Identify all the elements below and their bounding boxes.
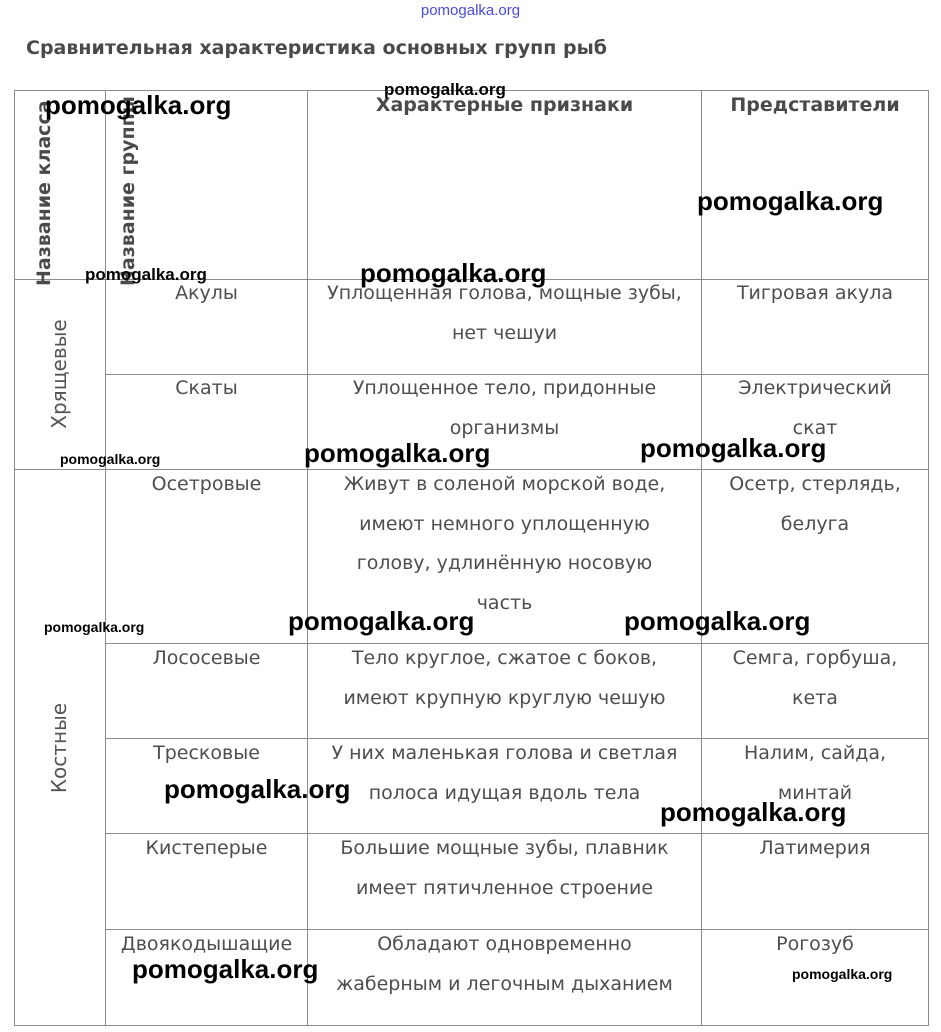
watermark: pomogalka.org [384, 80, 506, 99]
features-cell: Уплощенное тело, придонные организмы [352, 377, 657, 439]
group-name-cell: Тресковые [153, 742, 260, 764]
header-group-name: Название группы [117, 96, 139, 286]
representatives-cell: Осетр, стерлядь, белуга [729, 473, 901, 535]
watermark: pomogalka.org [44, 619, 145, 635]
watermark: pomogalka.org [85, 265, 207, 284]
watermark: pomogalka.org [164, 774, 351, 804]
watermark: pomogalka.org [640, 433, 827, 463]
top-watermark: pomogalka.org [420, 2, 521, 19]
watermark: pomogalka.org [132, 954, 319, 984]
representatives-cell: Тигровая акула [736, 282, 894, 304]
features-cell: Живут в соленой морской воде, имеют немного уплощенную голову, удлинённую носовую часть [343, 473, 666, 614]
features-cell: Тело круглое, сжатое с боков, имеют крупную круглую чешую [343, 647, 666, 709]
watermark: pomogalka.org [288, 606, 475, 636]
table-border-right [928, 90, 929, 1026]
divider-group-features [307, 90, 308, 1026]
group-name-cell: Двоякодышащие [120, 933, 293, 955]
watermark: pomogalka.org [45, 90, 232, 120]
features-cell: У них маленькая голова и светлая полоса идущая вдоль тела [331, 742, 678, 804]
class-name-cartilaginous: Хрящевые [47, 319, 71, 429]
page-title: Сравнительная характеристика основных групп рыб [26, 37, 608, 59]
representatives-cell: Семга, горбуша, кета [732, 647, 898, 709]
header-class-name: Название класса [33, 100, 55, 286]
group-name-cell: Лососевые [152, 647, 261, 669]
representatives-cell: Рогозуб [776, 933, 854, 955]
watermark: pomogalka.org [697, 186, 884, 216]
watermark: pomogalka.org [360, 258, 547, 288]
table-border-bottom [14, 1025, 929, 1026]
watermark: pomogalka.org [60, 451, 161, 467]
header-features: Характерные признаки [375, 94, 634, 116]
fish-groups-table [14, 90, 929, 1026]
features-cell: Уплощенная голова, мощные зубы, нет чешуи [327, 282, 682, 344]
features-cell: Обладают одновременно жаберным и легочным дыханием [336, 933, 673, 995]
group-name-cell: Скаты [175, 377, 238, 399]
header-representatives: Представители [730, 94, 900, 116]
group-name-cell: Осетровые [151, 473, 262, 495]
watermark: pomogalka.org [660, 797, 847, 827]
class-name-bony: Костные [47, 702, 71, 794]
watermark: pomogalka.org [304, 438, 491, 468]
group-name-cell: Акулы [175, 282, 238, 304]
representatives-cell: Электрический скат [738, 377, 892, 439]
divider-features-reps [701, 90, 702, 1026]
representatives-cell: Налим, сайда, минтай [743, 742, 887, 804]
watermark: pomogalka.org [624, 606, 811, 636]
features-cell: Большие мощные зубы, плавник имеет пятичленное строение [340, 837, 669, 899]
divider-class-group [105, 90, 106, 1026]
table-border-left [14, 90, 15, 1026]
watermark: pomogalka.org [792, 966, 893, 982]
representatives-cell: Латимерия [759, 837, 871, 859]
group-name-cell: Кистеперые [145, 837, 268, 859]
